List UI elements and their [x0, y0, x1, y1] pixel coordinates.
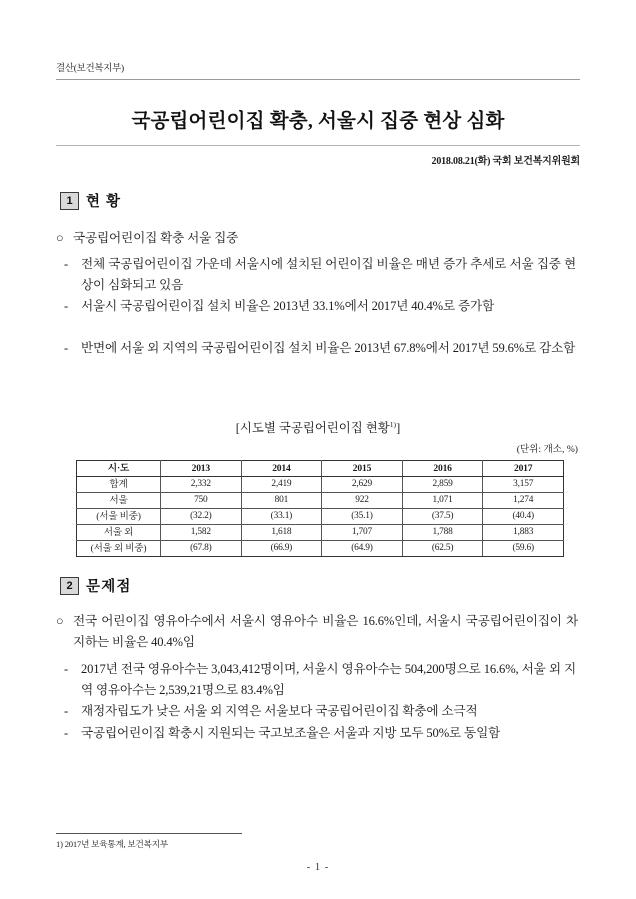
list-item — [56, 228, 578, 249]
table-cell: (66.9) — [241, 541, 322, 557]
bullet-marker: - — [64, 726, 69, 740]
table-cell: (37.5) — [402, 509, 483, 525]
bullet-marker: - — [64, 341, 69, 355]
date-line: 2018.08.21(화) 국회 보건복지위원회 — [431, 156, 580, 167]
table-header-row — [77, 461, 564, 477]
table-cell: 750 — [161, 493, 242, 509]
table-caption-close: ] — [396, 421, 401, 435]
table-cell: 1,883 — [483, 525, 564, 541]
list-item — [64, 659, 576, 701]
column-header: 2013 — [161, 461, 242, 477]
table-cell: 922 — [322, 493, 403, 509]
bullet-marker: - — [64, 704, 69, 718]
table-cell: 2,629 — [322, 477, 403, 493]
list-item — [64, 723, 576, 744]
table-cell: (32.2) — [161, 509, 242, 525]
page-content — [56, 0, 580, 899]
page-title: 국공립어린이집 확충, 서울시 집중 현상 심화 — [131, 111, 505, 132]
table-row — [77, 509, 564, 525]
table-cell: 1,582 — [161, 525, 242, 541]
section-number-2: 2 — [60, 577, 79, 595]
list-item-text: 전체 국공립어린이집 가운데 서울시에 설치된 어린이집 비율은 매년 증가 추세로 서울 집중 현상이 심화되고 있음 — [81, 257, 576, 292]
table-cell: (33.1) — [241, 509, 322, 525]
table-row — [77, 525, 564, 541]
row-label: (서울 외 비중) — [77, 541, 161, 557]
table-cell: 1,618 — [241, 525, 322, 541]
column-header: 시·도 — [77, 461, 161, 477]
table-row — [77, 541, 564, 557]
list-item — [64, 296, 576, 317]
table-cell: (59.6) — [483, 541, 564, 557]
table-row — [77, 477, 564, 493]
bullet-marker: ○ — [56, 231, 64, 245]
list-item-text: 국공립어린이집 확충 서울 집중 — [73, 231, 239, 245]
list-item-text: 전국 어린이집 영유아수에서 서울시 영유아수 비율은 16.6%인데, 서울시 국공립어린이집이 차지하는 비율은 40.4%임 — [73, 614, 578, 649]
list-item-text: 2017년 전국 영유아수는 3,043,412명이며, 서울시 영유아수는 504,200명으로 16.6%, 서울 외 지역 영유아수는 2,539,21명으로 83.4%임 — [81, 662, 576, 697]
list-item — [56, 611, 578, 653]
table-cell: (35.1) — [322, 509, 403, 525]
footnote-rule — [56, 833, 242, 834]
table-cell: 1,707 — [322, 525, 403, 541]
table-unit-note: (단위: 개소, %) — [516, 444, 578, 455]
list-item — [64, 338, 576, 359]
list-item-text: 재정자립도가 낮은 서울 외 지역은 서울보다 국공립어린이집 확충에 소극적 — [81, 704, 478, 718]
table-cell: (62.5) — [402, 541, 483, 557]
list-item-text: 국공립어린이집 확충시 지원되는 국고보조율은 서울과 지방 모두 50%로 동일함 — [81, 726, 501, 740]
table-cell: 2,419 — [241, 477, 322, 493]
list-item-text: 반면에 서울 외 지역의 국공립어린이집 설치 비율은 2013년 67.8%에서 2017년 59.6%로 감소함 — [81, 341, 576, 355]
bullet-marker: - — [64, 662, 69, 676]
table-cell: 1,788 — [402, 525, 483, 541]
column-header: 2014 — [241, 461, 322, 477]
table-cell: (40.4) — [483, 509, 564, 525]
column-header: 2017 — [483, 461, 564, 477]
table-cell: (64.9) — [322, 541, 403, 557]
section-title-1: 현 황 — [86, 194, 122, 210]
table-cell: 3,157 — [483, 477, 564, 493]
list-item — [64, 254, 576, 296]
section-title-2: 문제점 — [86, 579, 132, 595]
footnote-text: 1) 2017년 보육통계, 보건복지부 — [56, 839, 168, 849]
row-label: 서울 외 — [77, 525, 161, 541]
table-caption — [56, 418, 580, 436]
section-heading-1 — [60, 190, 121, 211]
table-cell: 801 — [241, 493, 322, 509]
list-item — [64, 701, 576, 722]
bullet-marker: - — [64, 257, 69, 271]
row-label: 서울 — [77, 493, 161, 509]
row-label: 합계 — [77, 477, 161, 493]
table-cell: 1,274 — [483, 493, 564, 509]
list-item-text: 서울시 국공립어린이집 설치 비율은 2013년 33.1%에서 2017년 40.4%로 증가함 — [81, 299, 495, 313]
table-cell: 2,859 — [402, 477, 483, 493]
header-rule — [56, 79, 580, 80]
statistics-table — [76, 460, 564, 557]
table-row — [77, 493, 564, 509]
table-cell: 1,071 — [402, 493, 483, 509]
bullet-marker: ○ — [56, 614, 64, 628]
running-header: 결산(보건복지부) — [56, 64, 124, 74]
table-cell: (67.8) — [161, 541, 242, 557]
table-cell: 2,332 — [161, 477, 242, 493]
column-header: 2015 — [322, 461, 403, 477]
table-caption-text: [시도별 국공립어린이집 현황 — [235, 421, 390, 435]
page-number: - 1 - — [306, 862, 330, 873]
bullet-marker: - — [64, 299, 69, 313]
column-header: 2016 — [402, 461, 483, 477]
section-number-1: 1 — [60, 192, 79, 210]
section-heading-2 — [60, 575, 132, 596]
footnote-marker: 1) — [389, 419, 397, 429]
row-label: (서울 비중) — [77, 509, 161, 525]
title-rule — [56, 145, 580, 146]
